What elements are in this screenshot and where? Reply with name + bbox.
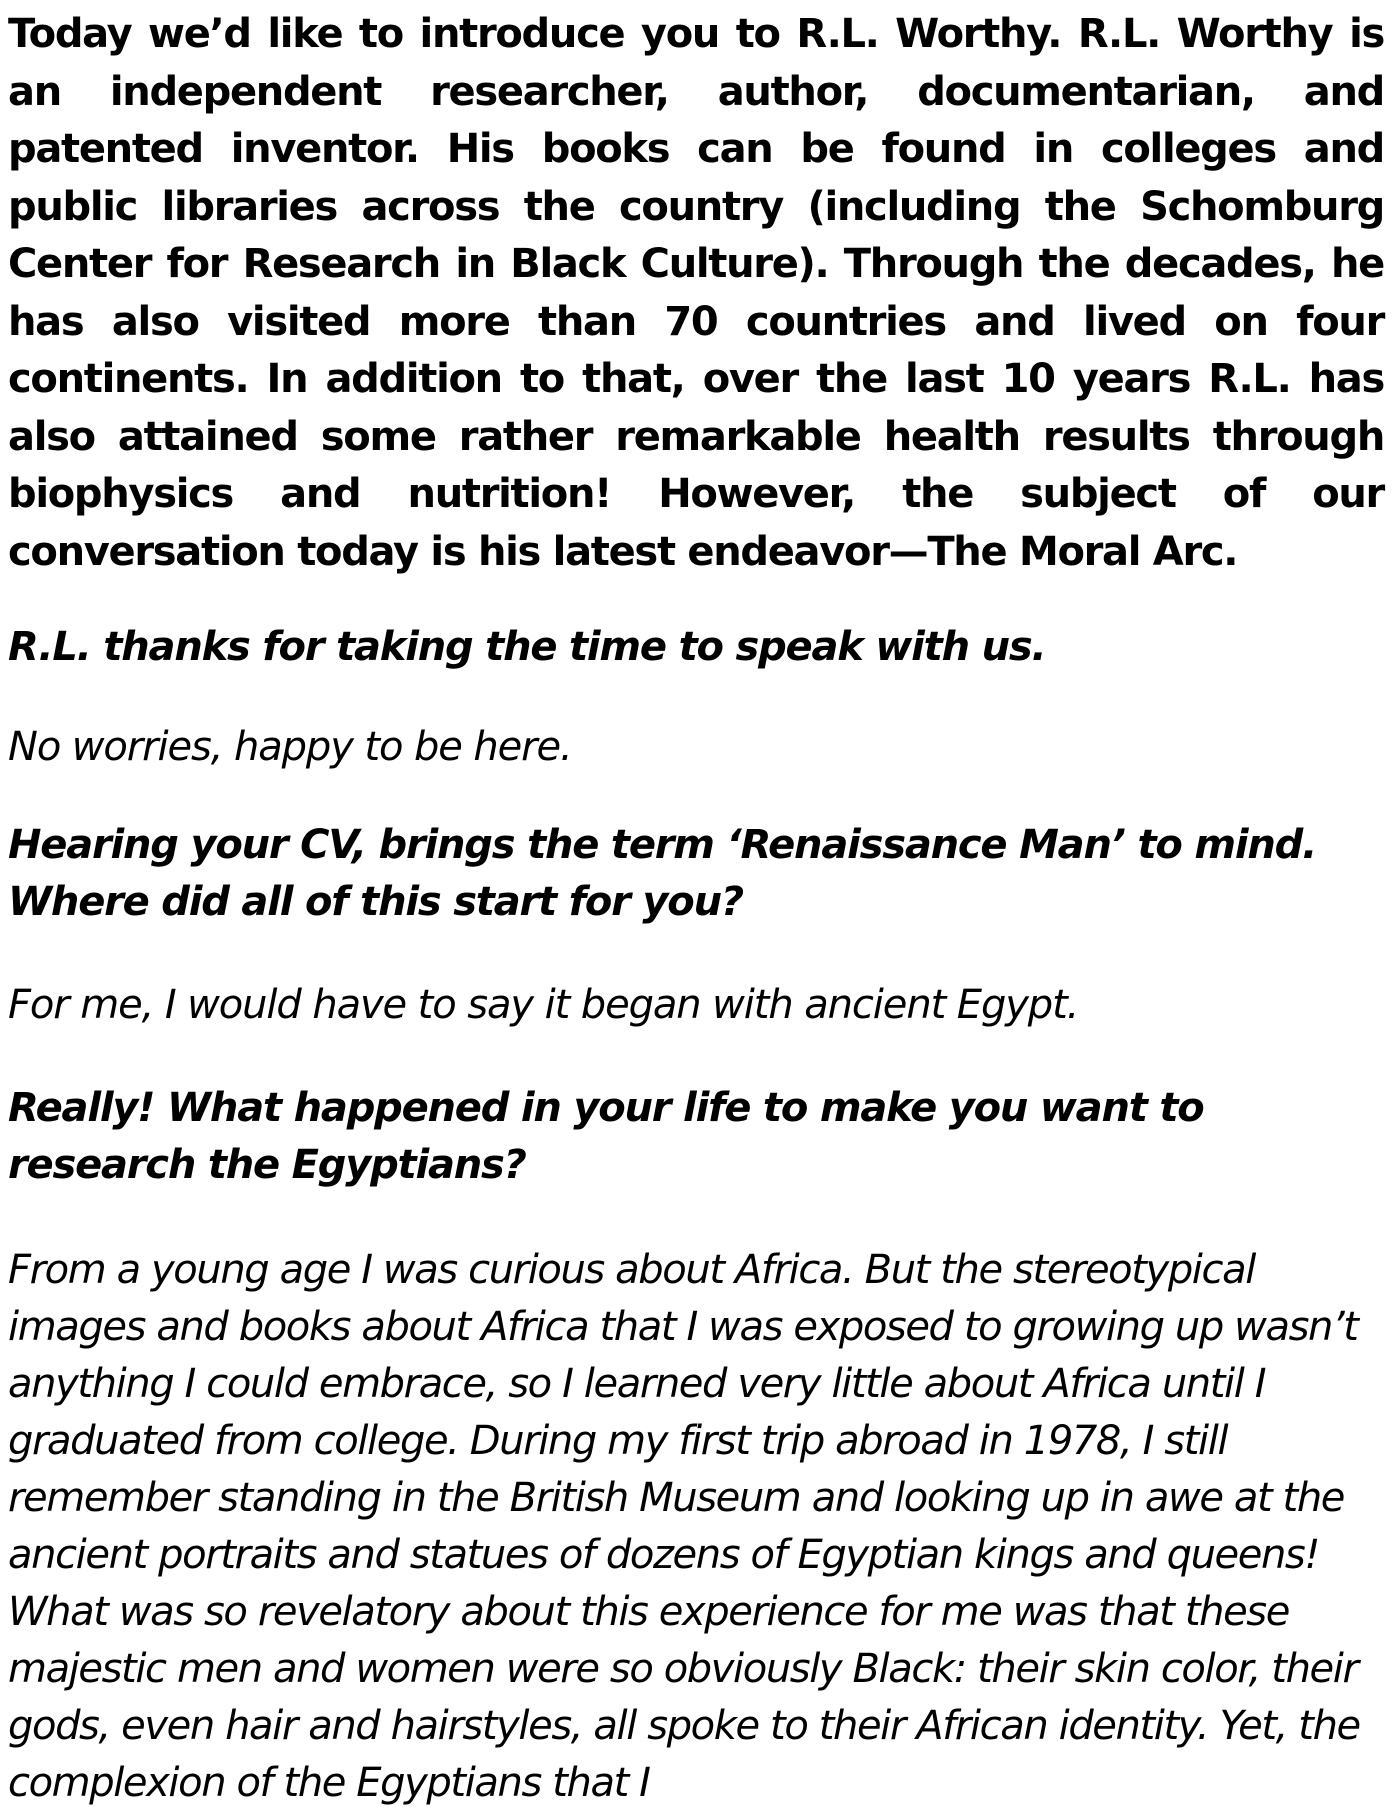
- interview-question-2: Hearing your CV, brings the term ‘Renaissance Man’ to mind. Where did all of this start for you?: [8, 822, 1317, 925]
- interview-question-3: Really! What happened in your life to make you want to research the Egyptians?: [8, 1085, 1204, 1188]
- interview-answer-2: For me, I would have to say it began with ancient Egypt.: [8, 982, 1079, 1028]
- interview-article: [8, 6, 1384, 1812]
- interview-answer-1: No worries, happy to be here.: [8, 724, 572, 770]
- intro-paragraph: Today we’d like to introduce you to R.L. Worthy. R.L. Worthy is an independent researcher, author, documentarian, and patented inventor. His books can be found in colleges and public libraries across the country (including the Schomburg Center for Research in Black Culture). Through the decades, he has also visited more than 70 countries and lived on four continents. In addition to that, over the last 10 years R.L. has also attained some rather remarkable health results through biophysics and nutrition! However, the subject of our conversation today is his latest endeavor—The Moral Arc.: [8, 11, 1384, 575]
- interview-question-1: R.L. thanks for taking the time to speak with us.: [8, 624, 1046, 670]
- interview-answer-3: From a young age I was curious about Africa. But the stereotypical images and books about Africa that I was exposed to growing up wasn’t anything I could embrace, so I learned very little about Africa until I graduated from college. During my first trip abroad in 1978, I still remember standing in the British Museum and looking up in awe at the ancient portraits and statues of dozens of Egyptian kings and queens! What was so revelatory about this experience for me was that these majestic men and women were so obviously Black: their skin color, their gods, even hair and hairstyles, all spoke to their African identity. Yet, the complexion of the Egyptians that I: [8, 1247, 1360, 1806]
